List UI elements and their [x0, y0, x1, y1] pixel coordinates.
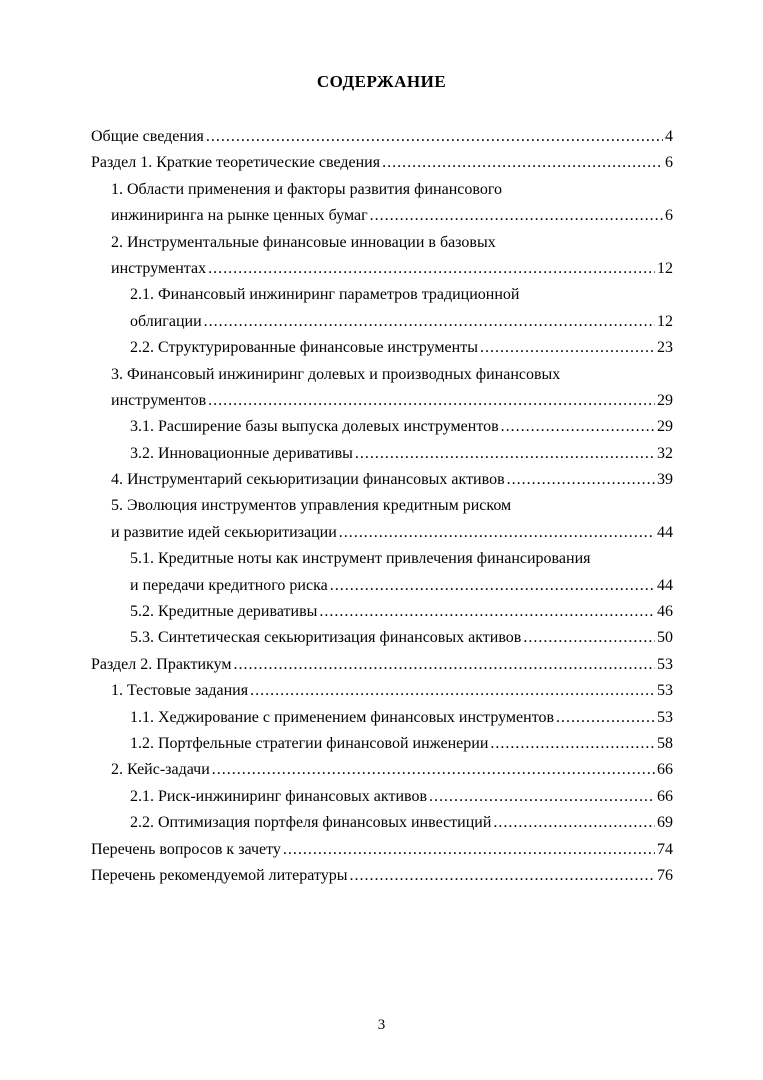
- toc-entry[interactable]: [91, 599, 673, 625]
- toc-entry-text: Перечень вопросов к зачету: [91, 840, 281, 858]
- toc-entry[interactable]: [91, 863, 673, 889]
- toc-entry-text: Раздел 1. Краткие теоретические сведения: [91, 154, 381, 172]
- toc-entry[interactable]: [91, 203, 673, 229]
- toc-entry-first-line: 5.1. Кредитные ноты как инструмент привлечения финансирования: [130, 550, 591, 568]
- toc-page-number: 23: [657, 339, 673, 357]
- toc-page-number: 39: [657, 471, 673, 489]
- toc-entry-first-line: 2. Инструментальные финансовые инновации в базовых: [111, 233, 496, 251]
- toc-leader-dots: [523, 625, 655, 651]
- toc-leader-dots: [204, 309, 655, 335]
- toc-leader-dots: [283, 837, 655, 863]
- page-number: 3: [377, 1017, 386, 1033]
- toc-entry-text: 3.2. Инновационные деривативы: [130, 444, 353, 462]
- toc-entry[interactable]: [91, 573, 673, 599]
- toc-leader-dots: [319, 599, 655, 625]
- toc-page-number: 29: [657, 391, 673, 409]
- table-of-contents: [91, 124, 673, 889]
- toc-entry-text: 1. Тестовые задания: [111, 682, 249, 700]
- toc-page-number: 12: [657, 312, 673, 330]
- toc-entry-text: 2.1. Риск-инжиниринг финансовых активов: [130, 787, 427, 805]
- toc-entry-text: 2.2. Оптимизация портфеля финансовых инвестиций: [130, 814, 492, 832]
- toc-page-number: 29: [657, 418, 673, 436]
- toc-leader-dots: [429, 784, 655, 810]
- toc-leader-dots: [507, 467, 655, 493]
- toc-entry-text: и развитие идей секьюритизации: [111, 523, 337, 541]
- toc-page-number: 53: [657, 655, 673, 673]
- toc-leader-dots: [339, 520, 655, 546]
- toc-page-number: 53: [657, 682, 673, 700]
- toc-entry[interactable]: [91, 784, 673, 810]
- toc-leader-dots: [234, 652, 656, 678]
- toc-page-number: 50: [657, 629, 673, 647]
- toc-page-number: 6: [665, 207, 673, 225]
- toc-leader-dots: [556, 705, 655, 731]
- toc-entry[interactable]: [91, 414, 673, 440]
- toc-leader-dots: [208, 388, 655, 414]
- toc-entry-text: 1.1. Хеджирование с применением финансовых инструментов: [130, 708, 555, 726]
- toc-page-number: 66: [657, 761, 673, 779]
- toc-entry-first-line: 2.1. Финансовый инжиниринг параметров традиционной: [130, 286, 520, 304]
- toc-page-number: 4: [665, 128, 673, 145]
- toc-entry-text: облигации: [130, 312, 202, 330]
- toc-entry[interactable]: [91, 520, 673, 546]
- toc-leader-dots: [480, 335, 655, 361]
- toc-page-number: 69: [657, 814, 673, 832]
- toc-entry-text: 3.1. Расширение базы выпуска долевых инструментов: [130, 418, 499, 436]
- toc-page-number: 53: [657, 708, 673, 726]
- toc-leader-dots: [382, 150, 663, 176]
- toc-entry[interactable]: [91, 388, 673, 414]
- toc-entry-text: 4. Инструментарий секьюритизации финансовых активов: [111, 471, 505, 489]
- page-title: СОДЕРЖАНИЕ: [316, 72, 447, 91]
- toc-leader-dots: [212, 757, 655, 783]
- toc-leader-dots: [208, 256, 655, 282]
- toc-entry-text: Перечень рекомендуемой литературы: [91, 866, 348, 884]
- toc-entry[interactable]: [91, 757, 673, 783]
- toc-entry-first-line: 5. Эволюция инструментов управления кредитным риском: [111, 497, 512, 515]
- toc-page-number: 6: [665, 154, 673, 172]
- toc-page-number: 44: [657, 576, 673, 594]
- toc-entry-text: инструментов: [111, 391, 207, 409]
- toc-entry-text: Раздел 2. Практикум: [91, 655, 232, 673]
- toc-entry[interactable]: [91, 625, 673, 651]
- toc-entry[interactable]: [91, 731, 673, 757]
- toc-page-number: 74: [657, 840, 673, 858]
- toc-entry-text: 2.2. Структурированные финансовые инструменты: [130, 339, 478, 357]
- toc-leader-dots: [330, 573, 655, 599]
- toc-entry[interactable]: [91, 678, 673, 704]
- toc-entry[interactable]: [91, 810, 673, 836]
- toc-entry[interactable]: [91, 309, 673, 335]
- toc-page-number: 58: [657, 734, 673, 752]
- toc-entry-text: инжиниринга на рынке ценных бумаг: [111, 207, 368, 225]
- toc-entry-text: 5.3. Синтетическая секьюритизация финансовых активов: [130, 629, 522, 647]
- toc-page-number: 44: [657, 523, 673, 541]
- toc-entry[interactable]: [91, 467, 673, 493]
- toc-leader-dots: [490, 731, 655, 757]
- toc-entry[interactable]: [91, 837, 673, 863]
- toc-entry[interactable]: [91, 335, 673, 361]
- toc-entry-text: 1.2. Портфельные стратегии финансовой инженерии: [130, 734, 489, 752]
- toc-entry[interactable]: [91, 652, 673, 678]
- toc-entry[interactable]: [91, 124, 673, 150]
- toc-leader-dots: [370, 203, 663, 229]
- toc-entry[interactable]: [91, 705, 673, 731]
- toc-leader-dots: [493, 810, 655, 836]
- toc-leader-dots: [355, 441, 655, 467]
- toc-entry-text: Общие сведения: [91, 128, 204, 145]
- toc-entry-text: 2. Кейс-задачи: [111, 761, 210, 779]
- toc-entry[interactable]: [91, 256, 673, 282]
- toc-leader-dots: [250, 678, 655, 704]
- toc-entry[interactable]: [91, 441, 673, 467]
- toc-entry-first-line: 1. Области применения и факторы развития финансового: [111, 180, 502, 198]
- toc-leader-dots: [501, 414, 655, 440]
- toc-entry-text: 5.2. Кредитные деривативы: [130, 603, 318, 621]
- toc-page-number: 32: [657, 444, 673, 462]
- toc-entry-text: инструментах: [111, 259, 207, 277]
- toc-page-number: 66: [657, 787, 673, 805]
- toc-page-number: 46: [657, 603, 673, 621]
- toc-page-number: 76: [657, 866, 673, 884]
- toc-entry[interactable]: [91, 150, 673, 176]
- toc-leader-dots: [350, 863, 656, 889]
- toc-entry-text: и передачи кредитного риска: [130, 576, 328, 594]
- toc-leader-dots: [206, 124, 663, 150]
- toc-page-number: 12: [657, 259, 673, 277]
- toc-entry-first-line: 3. Финансовый инжиниринг долевых и производных финансовых: [111, 365, 561, 383]
